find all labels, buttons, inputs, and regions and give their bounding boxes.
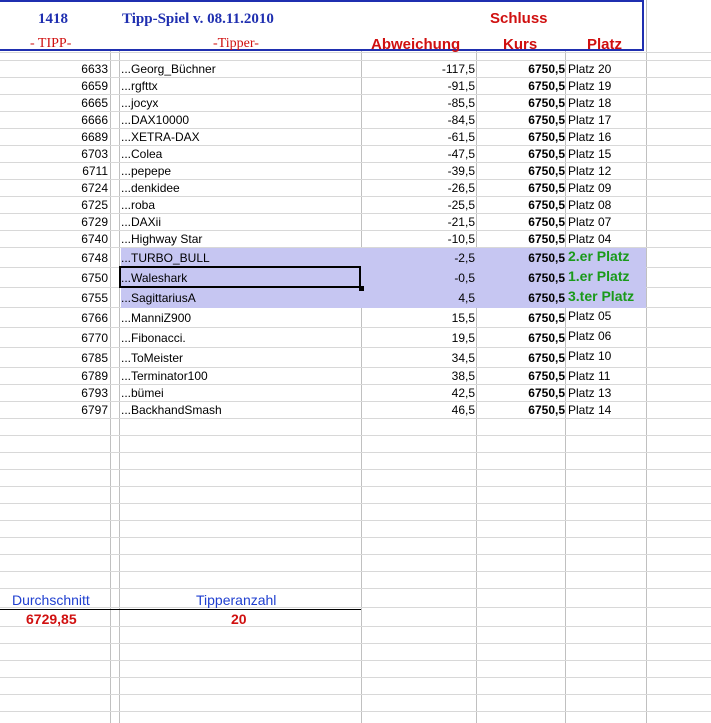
- kurs-cell[interactable]: 6750,5: [528, 351, 565, 365]
- footer-underline: [0, 609, 361, 610]
- grid-line: [0, 588, 711, 589]
- abweichung-cell[interactable]: 19,5: [451, 331, 475, 345]
- abweichung-cell[interactable]: 46,5: [451, 403, 475, 417]
- tipper-cell[interactable]: ...DAXii: [121, 215, 162, 229]
- kurs-cell[interactable]: 6750,5: [528, 232, 565, 246]
- tipperanzahl-value: 20: [231, 611, 247, 627]
- platz-cell[interactable]: Platz 19: [568, 79, 612, 93]
- header-number: 1418: [38, 11, 68, 27]
- tipp-cell[interactable]: 6711: [82, 164, 108, 178]
- abweichung-cell[interactable]: -21,5: [447, 215, 475, 229]
- tipp-cell[interactable]: 6633: [81, 62, 108, 76]
- tipp-cell[interactable]: 6770: [81, 331, 108, 345]
- platz-cell[interactable]: Platz 10: [568, 349, 612, 363]
- table-row[interactable]: [0, 129, 711, 146]
- column-header-platz: Platz: [587, 36, 623, 53]
- tipper-cell[interactable]: ...Georg_Büchner: [121, 62, 216, 76]
- tipp-cell[interactable]: 6665: [81, 96, 108, 110]
- column-header-kurs: Kurs: [503, 36, 538, 53]
- tipp-cell[interactable]: 6766: [81, 311, 108, 325]
- tipper-cell[interactable]: ...ToMeister: [121, 351, 184, 365]
- table-row[interactable]: [0, 78, 711, 95]
- fill-handle[interactable]: [359, 286, 364, 291]
- tipp-cell[interactable]: 6689: [81, 130, 108, 144]
- kurs-cell[interactable]: 6750,5: [528, 79, 565, 93]
- platz-cell[interactable]: 3.ter Platz: [568, 288, 635, 304]
- column-header-abweichung: Abweichung: [371, 36, 461, 53]
- table-row[interactable]: [0, 214, 711, 231]
- kurs-cell[interactable]: 6750,5: [528, 181, 565, 195]
- column-header-tipp: - TIPP-: [30, 36, 72, 51]
- platz-cell[interactable]: Platz 14: [568, 403, 612, 417]
- abweichung-cell[interactable]: -47,5: [447, 147, 475, 161]
- sheet-header: [0, 0, 644, 51]
- platz-cell[interactable]: Platz 08: [568, 198, 612, 212]
- platz-cell[interactable]: Platz 05: [568, 309, 612, 323]
- platz-cell[interactable]: Platz 09: [568, 181, 612, 195]
- abweichung-cell[interactable]: 42,5: [451, 386, 475, 400]
- table-row[interactable]: [0, 328, 711, 348]
- table-row[interactable]: [0, 348, 711, 368]
- tipp-cell[interactable]: 6740: [81, 232, 108, 246]
- platz-cell[interactable]: Platz 18: [568, 96, 612, 110]
- table-row[interactable]: [0, 146, 711, 163]
- grid-line: [0, 626, 711, 627]
- tipp-cell[interactable]: 6785: [81, 351, 108, 365]
- grid-line: [0, 537, 711, 538]
- grid-line: [0, 660, 711, 661]
- tipperanzahl-label: Tipperanzahl: [196, 592, 277, 608]
- abweichung-cell[interactable]: -85,5: [447, 96, 475, 110]
- table-row[interactable]: [0, 231, 711, 248]
- abweichung-cell[interactable]: -61,5: [447, 130, 475, 144]
- tipper-cell[interactable]: ...roba: [121, 198, 156, 212]
- kurs-cell[interactable]: 6750,5: [528, 403, 565, 417]
- grid-line: [0, 469, 711, 470]
- platz-cell[interactable]: Platz 04: [568, 232, 612, 246]
- grid-line: [0, 571, 711, 572]
- platz-cell[interactable]: Platz 11: [568, 369, 611, 383]
- kurs-cell[interactable]: 6750,5: [528, 386, 565, 400]
- tipper-cell[interactable]: ...ManniZ900: [121, 311, 192, 325]
- kurs-cell[interactable]: 6750,5: [528, 271, 565, 285]
- tipper-cell[interactable]: ...BackhandSmash: [121, 403, 222, 417]
- abweichung-cell[interactable]: -0,5: [454, 271, 475, 285]
- abweichung-cell[interactable]: -2,5: [454, 251, 475, 265]
- platz-cell[interactable]: 2.er Platz: [568, 248, 630, 264]
- tipp-cell[interactable]: 6755: [81, 291, 108, 305]
- tipper-cell[interactable]: ...bümei: [121, 386, 164, 400]
- tipp-cell[interactable]: 6797: [81, 403, 108, 417]
- grid-line: [0, 503, 711, 504]
- platz-cell[interactable]: Platz 12: [568, 164, 612, 178]
- grid-line: [0, 607, 711, 608]
- kurs-cell[interactable]: 6750,5: [528, 311, 565, 325]
- active-cell-selection[interactable]: [119, 266, 361, 288]
- abweichung-cell[interactable]: -39,5: [447, 164, 475, 178]
- kurs-cell[interactable]: 6750,5: [528, 198, 565, 212]
- table-row[interactable]: [0, 180, 711, 197]
- tipper-cell[interactable]: ...Colea: [121, 147, 163, 161]
- grid-line: [0, 694, 711, 695]
- table-row[interactable]: [0, 288, 711, 308]
- tipp-cell[interactable]: 6724: [81, 181, 108, 195]
- platz-cell[interactable]: Platz 16: [568, 130, 612, 144]
- abweichung-cell[interactable]: -117,5: [441, 62, 475, 76]
- table-row[interactable]: [0, 112, 711, 129]
- tipp-cell[interactable]: 6748: [81, 251, 108, 265]
- tipper-cell[interactable]: ...Highway Star: [121, 232, 203, 246]
- grid-line: [0, 486, 711, 487]
- abweichung-cell[interactable]: -84,5: [447, 113, 475, 127]
- kurs-cell[interactable]: 6750,5: [528, 291, 565, 305]
- table-row[interactable]: [0, 95, 711, 112]
- kurs-cell[interactable]: 6750,5: [528, 130, 565, 144]
- kurs-cell[interactable]: 6750,5: [528, 369, 565, 383]
- kurs-cell[interactable]: 6750,5: [528, 62, 565, 76]
- grid-line: [0, 711, 711, 712]
- tipper-cell[interactable]: ...SagittariusA: [121, 291, 196, 305]
- tipp-cell[interactable]: 6793: [81, 386, 108, 400]
- tipp-cell[interactable]: 6659: [81, 79, 108, 93]
- tipper-cell[interactable]: ...XETRA-DAX: [121, 130, 200, 144]
- tipp-cell[interactable]: 6725: [81, 198, 108, 212]
- abweichung-cell[interactable]: 38,5: [451, 369, 475, 383]
- platz-cell[interactable]: Platz 17: [568, 113, 612, 127]
- grid-line: [0, 520, 711, 521]
- tipper-cell[interactable]: ...pepepe: [121, 164, 172, 178]
- table-row[interactable]: [0, 385, 711, 402]
- platz-cell[interactable]: Platz 06: [568, 329, 612, 343]
- tipper-cell[interactable]: ...TURBO_BULL: [121, 251, 210, 265]
- table-row[interactable]: [0, 368, 711, 385]
- tipp-cell[interactable]: 6729: [81, 215, 108, 229]
- tipper-cell[interactable]: ...Terminator100: [121, 369, 208, 383]
- header-schluss: Schluss: [490, 10, 548, 27]
- page-title: Tipp-Spiel v. 08.11.2010: [122, 11, 274, 27]
- grid-line: [0, 452, 711, 453]
- kurs-cell[interactable]: 6750,5: [528, 164, 565, 178]
- kurs-cell[interactable]: 6750,5: [528, 147, 565, 161]
- tipp-cell[interactable]: 6789: [81, 369, 108, 383]
- tipp-cell[interactable]: 6703: [81, 147, 108, 161]
- tipp-cell[interactable]: 6666: [81, 113, 108, 127]
- grid-line: [0, 435, 711, 436]
- abweichung-cell[interactable]: -26,5: [447, 181, 475, 195]
- table-row[interactable]: [0, 248, 711, 268]
- grid-line: [0, 554, 711, 555]
- abweichung-cell[interactable]: 4,5: [458, 291, 475, 305]
- platz-cell[interactable]: 1.er Platz: [568, 268, 630, 284]
- tipper-cell[interactable]: ...denkidee: [121, 181, 180, 195]
- durchschnitt-label: Durchschnitt: [12, 592, 90, 608]
- platz-cell[interactable]: Platz 20: [568, 62, 612, 76]
- table-row[interactable]: [0, 163, 711, 180]
- kurs-cell[interactable]: 6750,5: [528, 331, 565, 345]
- abweichung-cell[interactable]: -25,5: [447, 198, 475, 212]
- kurs-cell[interactable]: 6750,5: [528, 113, 565, 127]
- kurs-cell[interactable]: 6750,5: [528, 215, 565, 229]
- grid-line: [0, 643, 711, 644]
- tipper-cell[interactable]: ...DAX10000: [121, 113, 190, 127]
- abweichung-cell[interactable]: -10,5: [447, 232, 475, 246]
- kurs-cell[interactable]: 6750,5: [528, 96, 565, 110]
- durchschnitt-value: 6729,85: [26, 611, 77, 627]
- column-header-tipper: -Tipper-: [213, 36, 259, 51]
- platz-cell[interactable]: Platz 15: [568, 147, 612, 161]
- abweichung-cell[interactable]: 34,5: [451, 351, 475, 365]
- platz-cell[interactable]: Platz 13: [568, 386, 612, 400]
- tipp-cell[interactable]: 6750: [81, 271, 108, 285]
- tipper-cell[interactable]: ...jocyx: [121, 96, 159, 110]
- table-row[interactable]: [0, 308, 711, 328]
- abweichung-cell[interactable]: 15,5: [451, 311, 475, 325]
- table-row[interactable]: [0, 61, 711, 78]
- tipper-cell[interactable]: ...rgfttx: [121, 79, 158, 93]
- tipper-cell[interactable]: ...Waleshark: [121, 271, 188, 285]
- grid-line: [0, 677, 711, 678]
- tipper-cell[interactable]: ...Fibonacci.: [121, 331, 186, 345]
- table-row[interactable]: [0, 197, 711, 214]
- kurs-cell[interactable]: 6750,5: [528, 251, 565, 265]
- abweichung-cell[interactable]: -91,5: [447, 79, 475, 93]
- platz-cell[interactable]: Platz 07: [568, 215, 612, 229]
- table-row[interactable]: [0, 402, 711, 419]
